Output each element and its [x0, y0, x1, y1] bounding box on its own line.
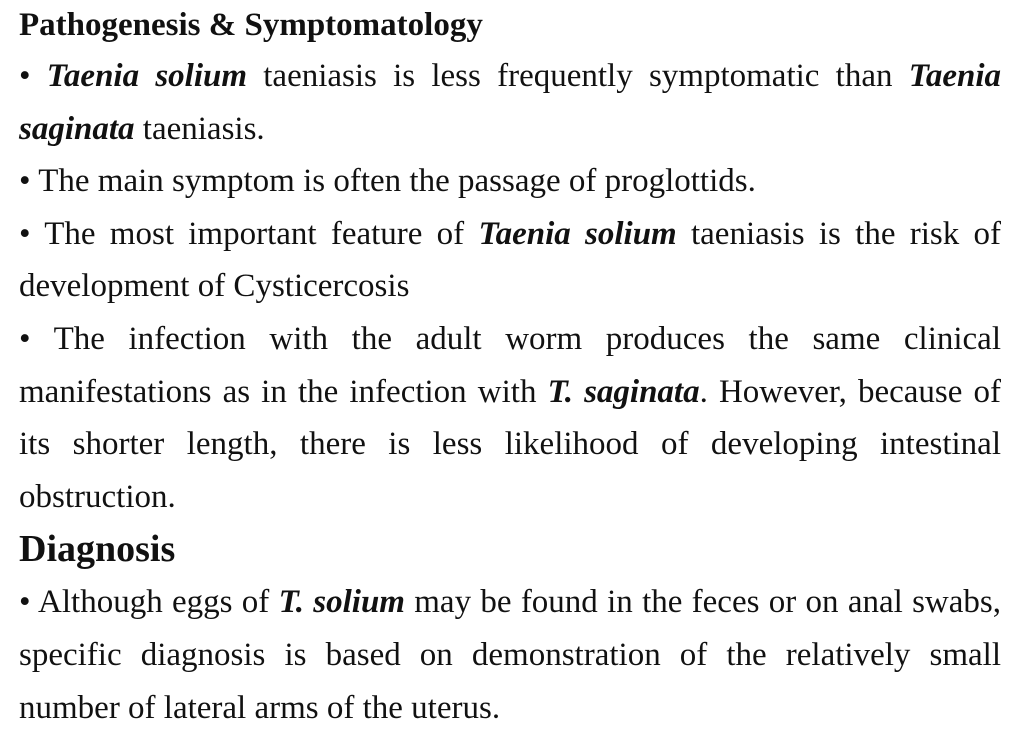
paragraph-text: . However, because of its shorter length, there is less likelihood of developing intestinal obstruction.	[19, 373, 1001, 515]
document-page	[19, 0, 1001, 734]
section-heading-pathogenesis: Pathogenesis & Symptomatology	[19, 7, 483, 43]
section-heading-diagnosis: Diagnosis	[19, 528, 176, 571]
bullet-paragraph-1	[19, 50, 1001, 155]
paragraph-text: may be found in the feces or on anal swabs, specific diagnosis is based on demonstration of the relatively small number of lateral arms of the uterus.	[19, 584, 1001, 726]
bullet-paragraph-5	[19, 576, 1001, 734]
bullet-marker: •	[19, 58, 31, 94]
bullet-paragraph-2	[19, 155, 1001, 208]
bullet-paragraph-4	[19, 313, 1001, 523]
bullet-marker: •	[19, 163, 31, 200]
bullet-paragraph-3	[19, 208, 1001, 313]
organism-name: T. saginata	[547, 373, 700, 410]
paragraph-text: taeniasis is the risk of development of Cysticercosis	[19, 215, 1001, 305]
bullet-marker: •	[19, 320, 31, 357]
paragraph-text: taeniasis.	[134, 110, 265, 147]
organism-name: T. solium	[278, 584, 405, 621]
organism-name: Taenia saginata	[19, 58, 1002, 147]
paragraph-text: Although eggs of	[38, 584, 279, 621]
paragraph-text: The main symptom is often the passage of proglottids.	[38, 163, 756, 200]
bullet-marker: •	[19, 215, 31, 252]
paragraph-text: The most important feature of	[44, 215, 479, 252]
organism-name: Taenia solium	[478, 215, 677, 252]
bullet-marker: •	[19, 584, 31, 621]
organism-name: Taenia solium	[46, 58, 248, 94]
paragraph-text: The infection with the adult worm produces the same clinical manifestations as in the infection with	[19, 320, 1001, 410]
paragraph-text: taeniasis is less frequently symptomatic than	[247, 58, 909, 94]
